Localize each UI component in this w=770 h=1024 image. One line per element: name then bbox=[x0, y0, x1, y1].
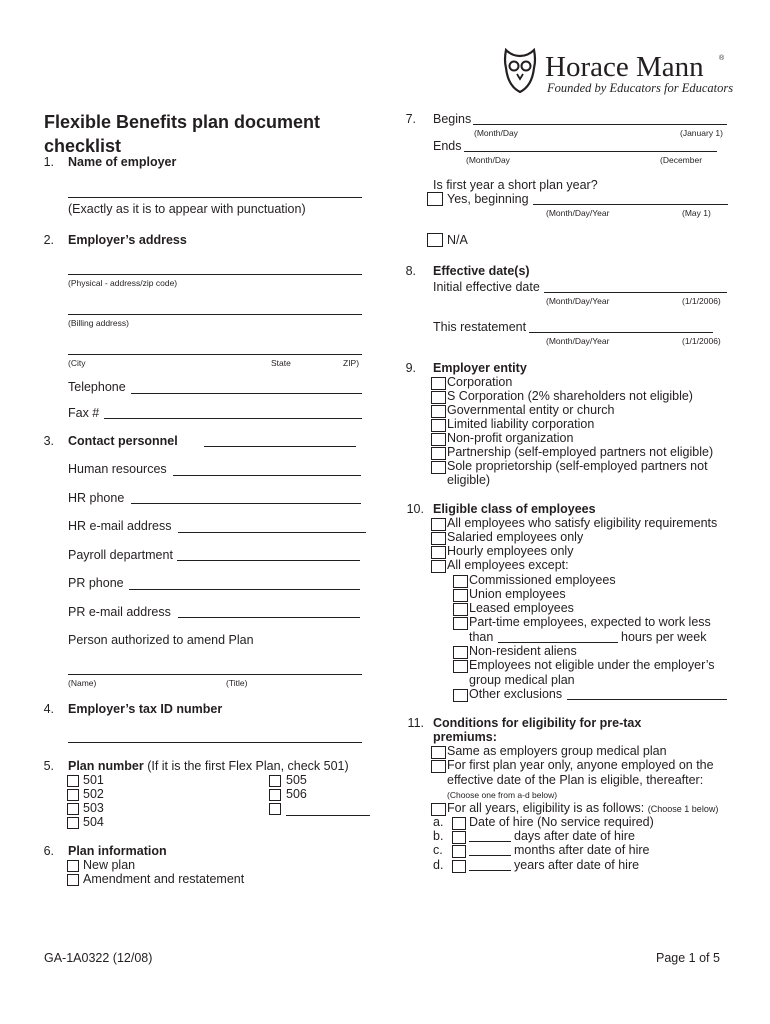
section-8-number: 8. bbox=[405, 264, 416, 278]
payroll-label: Payroll department bbox=[68, 548, 173, 562]
plan-501-label: 501 bbox=[83, 773, 104, 787]
authorized-name-title-field[interactable] bbox=[68, 674, 362, 675]
section-1-number: 1. bbox=[43, 155, 54, 169]
exclude-other-label: Other exclusions bbox=[469, 687, 563, 701]
initial-effective-label: Initial effective date bbox=[433, 280, 540, 294]
plan-506-label: 506 bbox=[286, 787, 307, 801]
section-2-label: Employer’s address bbox=[68, 233, 187, 247]
pr-email-label: PR e-mail address bbox=[68, 605, 171, 619]
page-number: Page 1 of 5 bbox=[656, 951, 720, 965]
section-10-number: 10. bbox=[406, 502, 424, 516]
exclude-union-label: Union employees bbox=[469, 587, 566, 601]
contact-personnel-field[interactable] bbox=[204, 446, 356, 447]
section-9-label: Employer entity bbox=[433, 361, 527, 375]
hr-email-field[interactable] bbox=[178, 532, 366, 533]
entity-llc-label: Limited liability corporation bbox=[447, 417, 595, 431]
plan-other-checkbox[interactable] bbox=[269, 803, 281, 815]
class-hourly-label: Hourly employees only bbox=[447, 544, 574, 558]
begins-label: Begins bbox=[433, 112, 472, 126]
class-hourly-checkbox[interactable] bbox=[431, 546, 446, 559]
hr-phone-field[interactable] bbox=[131, 503, 361, 504]
option-c-checkbox[interactable] bbox=[452, 845, 466, 858]
entity-nonprofit-checkbox[interactable] bbox=[431, 433, 446, 446]
entity-llc-checkbox[interactable] bbox=[431, 419, 446, 432]
page-title-line1: Flexible Benefits plan document bbox=[44, 112, 321, 132]
option-c-months-field[interactable] bbox=[469, 855, 511, 856]
short-year-na-checkbox[interactable] bbox=[427, 233, 443, 247]
hr-email-label: HR e-mail address bbox=[68, 519, 172, 533]
yes-beginning-field[interactable] bbox=[533, 204, 728, 205]
hr-phone-label: HR phone bbox=[68, 491, 125, 505]
physical-address-field[interactable] bbox=[68, 274, 362, 275]
section-11-label: Conditions for eligibility for pre-tax bbox=[433, 716, 642, 730]
initial-date-caption: (1/1/2006) bbox=[682, 296, 721, 306]
premium-same-checkbox[interactable] bbox=[431, 746, 446, 759]
initial-mdy-caption: (Month/Day/Year bbox=[546, 296, 610, 306]
choose-one-caption: (Choose one from a-d below) bbox=[447, 790, 558, 800]
city-caption: (City bbox=[68, 358, 86, 368]
page-title-line2: checklist bbox=[44, 136, 122, 156]
state-caption: State bbox=[271, 358, 291, 368]
premium-first-year-label-cont: effective date of the Plan is eligible, thereafter: bbox=[447, 773, 704, 787]
choose-1-caption: (Choose 1 below) bbox=[647, 804, 719, 814]
billing-address-field[interactable] bbox=[68, 314, 362, 315]
premium-same-label: Same as employers group medical plan bbox=[447, 744, 667, 758]
section-5-number: 5. bbox=[43, 759, 54, 773]
plan-504-label: 504 bbox=[83, 815, 104, 829]
section-8-label: Effective date(s) bbox=[433, 264, 530, 278]
section-3-number: 3. bbox=[43, 434, 54, 448]
begins-january-caption: (January 1) bbox=[680, 128, 723, 138]
section-10-label: Eligible class of employees bbox=[433, 502, 596, 516]
exclude-parttime-checkbox[interactable] bbox=[453, 617, 468, 630]
class-except-checkbox[interactable] bbox=[431, 560, 446, 573]
billing-address-caption: (Billing address) bbox=[68, 318, 129, 328]
plan-502-label: 502 bbox=[83, 787, 104, 801]
parttime-hours-field[interactable] bbox=[498, 642, 618, 643]
option-c-letter: c. bbox=[433, 843, 443, 857]
short-year-question: Is first year a short plan year? bbox=[433, 178, 598, 192]
section-11-number: 11. bbox=[407, 716, 424, 730]
restatement-field[interactable] bbox=[529, 332, 713, 333]
section-7-number: 7. bbox=[405, 112, 416, 126]
class-except-label: All employees except: bbox=[447, 558, 569, 572]
option-b-days-field[interactable] bbox=[469, 841, 511, 842]
section-5-label: Plan number bbox=[68, 759, 144, 773]
plan-501-checkbox[interactable] bbox=[67, 775, 79, 787]
section-6-number: 6. bbox=[43, 844, 54, 858]
entity-partnership-checkbox[interactable] bbox=[431, 447, 446, 460]
premium-all-years-text: For all years, eligibility is as follows: bbox=[447, 801, 645, 815]
payroll-field[interactable] bbox=[177, 560, 360, 561]
ends-monthday-caption: (Month/Day bbox=[466, 155, 510, 165]
exclude-commissioned-checkbox[interactable] bbox=[453, 575, 468, 588]
entity-s-corp-checkbox[interactable] bbox=[431, 391, 446, 404]
amendment-checkbox[interactable] bbox=[67, 874, 79, 886]
yes-mdy-caption: (Month/Day/Year bbox=[546, 208, 610, 218]
entity-sole-prop-checkbox[interactable] bbox=[431, 461, 446, 474]
ends-field[interactable] bbox=[464, 151, 717, 152]
short-year-yes-checkbox[interactable] bbox=[427, 192, 443, 206]
plan-504-checkbox[interactable] bbox=[67, 817, 79, 829]
logo-trademark: ® bbox=[719, 55, 725, 62]
exclude-medical-label-cont: group medical plan bbox=[469, 673, 575, 687]
section-2-number: 2. bbox=[43, 233, 54, 247]
name-caption: (Name) bbox=[68, 678, 97, 688]
amendment-label: Amendment and restatement bbox=[83, 872, 245, 886]
begins-monthday-caption: (Month/Day bbox=[474, 128, 518, 138]
option-d-label: years after date of hire bbox=[514, 858, 640, 872]
section-5-heading bbox=[68, 759, 349, 773]
tax-id-field[interactable] bbox=[68, 742, 362, 743]
exclude-leased-label: Leased employees bbox=[469, 601, 574, 615]
plan-505-label: 505 bbox=[286, 773, 307, 787]
option-d-years-field[interactable] bbox=[469, 870, 511, 871]
exclude-other-field[interactable] bbox=[567, 699, 727, 700]
exclude-parttime-label: Part-time employees, expected to work less bbox=[469, 615, 711, 629]
zip-caption: ZIP) bbox=[343, 358, 360, 368]
logo-tagline: Founded by Educators for Educators bbox=[547, 81, 734, 95]
exclude-parttime-than: than bbox=[469, 630, 494, 644]
title-caption: (Title) bbox=[226, 678, 248, 688]
restatement-mdy-caption: (Month/Day/Year bbox=[546, 336, 610, 346]
yes-beginning-label: Yes, beginning bbox=[447, 192, 529, 206]
authorized-label: Person authorized to amend Plan bbox=[68, 633, 254, 647]
pr-phone-field[interactable] bbox=[129, 589, 360, 590]
option-b-letter: b. bbox=[433, 829, 444, 843]
option-a-label: Date of hire (No service required) bbox=[469, 815, 654, 829]
exclude-other-checkbox[interactable] bbox=[453, 689, 468, 702]
pr-email-field[interactable] bbox=[178, 617, 360, 618]
class-salaried-checkbox[interactable] bbox=[431, 532, 446, 545]
logo-name: Horace Mann bbox=[545, 51, 704, 83]
fax-field[interactable] bbox=[104, 418, 362, 419]
entity-partnership-label: Partnership (self-employed partners not eligible) bbox=[447, 445, 714, 459]
entity-sole-prop-label-cont: eligible) bbox=[447, 473, 491, 487]
entity-sole-prop-label: Sole proprietorship (self-employed partners not bbox=[447, 459, 708, 473]
plan-502-checkbox[interactable] bbox=[67, 789, 79, 801]
ends-label: Ends bbox=[433, 139, 462, 153]
na-label: N/A bbox=[447, 233, 468, 247]
option-d-checkbox[interactable] bbox=[452, 860, 466, 873]
city-state-zip-field[interactable] bbox=[68, 354, 362, 355]
exclude-medical-checkbox[interactable] bbox=[453, 660, 468, 673]
entity-s-corp-label: S Corporation (2% shareholders not eligible) bbox=[447, 389, 693, 403]
plan-506-checkbox[interactable] bbox=[269, 789, 281, 801]
class-all-checkbox[interactable] bbox=[431, 518, 446, 531]
telephone-field[interactable] bbox=[131, 393, 362, 394]
exclude-nonresident-label: Non-resident aliens bbox=[469, 644, 577, 658]
option-c-label: months after date of hire bbox=[514, 843, 650, 857]
entity-corporation-checkbox[interactable] bbox=[431, 377, 446, 390]
exclude-parttime-hours: hours per week bbox=[621, 630, 707, 644]
plan-503-label: 503 bbox=[83, 801, 104, 815]
section-6-label: Plan information bbox=[68, 844, 167, 858]
plan-503-checkbox[interactable] bbox=[67, 803, 79, 815]
new-plan-checkbox[interactable] bbox=[67, 860, 79, 872]
premium-all-years-label bbox=[447, 801, 718, 815]
section-4-label: Employer’s tax ID number bbox=[68, 702, 223, 716]
option-b-checkbox[interactable] bbox=[452, 831, 466, 844]
human-resources-label: Human resources bbox=[68, 462, 167, 476]
form-code: GA-1A0322 (12/08) bbox=[44, 951, 153, 965]
fax-label: Fax # bbox=[68, 406, 100, 420]
restatement-date-caption: (1/1/2006) bbox=[682, 336, 721, 346]
employer-name-field[interactable] bbox=[68, 197, 362, 198]
yes-may-caption: (May 1) bbox=[682, 208, 711, 218]
ends-december-caption: (December bbox=[660, 155, 703, 165]
section-9-number: 9. bbox=[405, 361, 416, 375]
exclude-nonresident-checkbox[interactable] bbox=[453, 646, 468, 659]
entity-government-label: Governmental entity or church bbox=[447, 403, 615, 417]
section-3-label: Contact personnel bbox=[68, 434, 178, 448]
physical-address-caption: (Physical - address/zip code) bbox=[68, 278, 178, 288]
section-1-label: Name of employer bbox=[68, 155, 177, 169]
exclude-medical-label: Employees not eligible under the employer’s bbox=[469, 658, 715, 672]
pr-phone-label: PR phone bbox=[68, 576, 124, 590]
section-5-note: (If it is the first Flex Plan, check 501) bbox=[147, 759, 349, 773]
plan-505-checkbox[interactable] bbox=[269, 775, 281, 787]
exclude-commissioned-label: Commissioned employees bbox=[469, 573, 616, 587]
new-plan-label: New plan bbox=[83, 858, 136, 872]
exclude-leased-checkbox[interactable] bbox=[453, 603, 468, 616]
option-b-label: days after date of hire bbox=[514, 829, 635, 843]
premium-first-year-label: For first plan year only, anyone employed on the bbox=[447, 758, 714, 772]
section-11-label-cont: premiums: bbox=[433, 730, 497, 744]
owl-icon bbox=[500, 46, 540, 94]
telephone-label: Telephone bbox=[68, 380, 126, 394]
section-4-number: 4. bbox=[43, 702, 54, 716]
premium-first-year-checkbox[interactable] bbox=[431, 760, 446, 773]
entity-government-checkbox[interactable] bbox=[431, 405, 446, 418]
option-d-letter: d. bbox=[433, 858, 444, 872]
option-a-checkbox[interactable] bbox=[452, 817, 466, 830]
human-resources-field[interactable] bbox=[173, 475, 361, 476]
begins-field[interactable] bbox=[473, 124, 727, 125]
initial-effective-field[interactable] bbox=[544, 292, 727, 293]
entity-corporation-label: Corporation bbox=[447, 375, 513, 389]
entity-nonprofit-label: Non-profit organization bbox=[447, 431, 574, 445]
plan-other-field[interactable] bbox=[286, 815, 370, 816]
class-salaried-label: Salaried employees only bbox=[447, 530, 584, 544]
employer-name-note: (Exactly as it is to appear with punctuation) bbox=[68, 202, 306, 216]
class-all-label: All employees who satisfy eligibility requirements bbox=[447, 516, 718, 530]
option-a-letter: a. bbox=[433, 815, 444, 829]
restatement-label: This restatement bbox=[433, 320, 527, 334]
exclude-union-checkbox[interactable] bbox=[453, 589, 468, 602]
